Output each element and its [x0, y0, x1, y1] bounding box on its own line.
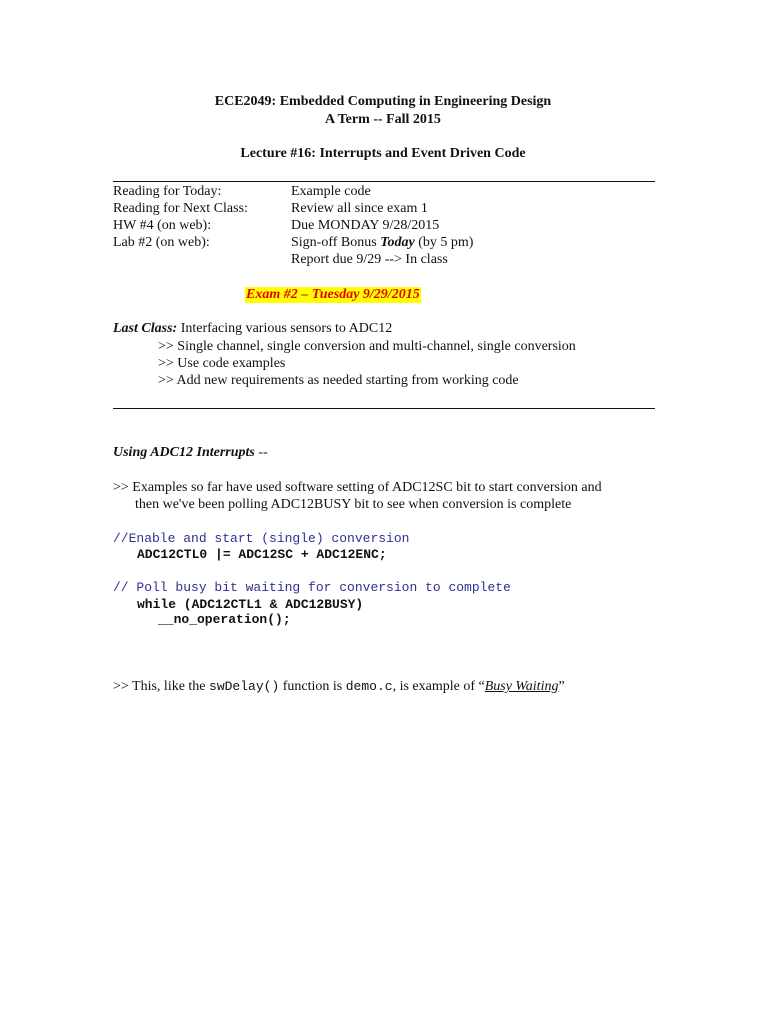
last-class-label: Last Class: — [113, 321, 178, 336]
code-comment: //Enable and start (single) conversion — [113, 531, 410, 546]
schedule-value: Review all since exam 1 — [291, 201, 428, 216]
schedule-value — [291, 235, 473, 251]
signoff-time: (by 5 pm) — [414, 235, 474, 250]
term-title: A Term -- Fall 2015 — [325, 112, 441, 127]
last-class-text: Interfacing various sensors to ADC12 — [177, 321, 393, 336]
schedule-label: Reading for Next Class: — [113, 201, 248, 216]
middle-divider — [113, 408, 655, 409]
section-heading-suffix: -- — [254, 445, 268, 460]
course-title: ECE2049: Embedded Computing in Engineering Design — [214, 94, 552, 109]
busy-post1: , is example of “ — [392, 679, 485, 694]
code-line: __no_operation(); — [158, 612, 291, 627]
busy-mid: function is — [279, 679, 346, 694]
last-class-bullet: >> Single channel, single conversion and multi-channel, single conversion — [158, 339, 576, 354]
busy-post2: ” — [558, 679, 565, 694]
section-heading-text: Using ADC12 Interrupts — [113, 445, 255, 460]
last-class-bullet: >> Use code examples — [158, 356, 286, 371]
today-emphasis: Today — [380, 235, 415, 250]
busy-pre: >> This, like the — [113, 679, 210, 694]
schedule-label: Reading for Today: — [113, 184, 222, 199]
busy-waiting-term: Busy Waiting — [484, 679, 559, 694]
file-name: demo.c — [345, 679, 393, 694]
section-heading — [113, 445, 268, 461]
busy-waiting-line — [113, 679, 565, 695]
lecture-title: Lecture #16: Interrupts and Event Driven Code — [240, 146, 526, 161]
code-line: ADC12CTL0 |= ADC12SC + ADC12ENC; — [137, 547, 387, 562]
schedule-value: Report due 9/29 --> In class — [291, 252, 448, 267]
top-divider — [113, 181, 655, 182]
schedule-value: Due MONDAY 9/28/2015 — [291, 218, 440, 233]
function-name: swDelay() — [209, 679, 280, 694]
code-line: while (ADC12CTL1 & ADC12BUSY) — [137, 597, 364, 612]
last-class-bullet: >> Add new requirements as needed starting from working code — [158, 373, 519, 388]
examples-paragraph-line2: then we've been polling ADC12BUSY bit to see when conversion is complete — [135, 497, 572, 512]
schedule-label: HW #4 (on web): — [113, 218, 212, 233]
exam-notice: Exam #2 – Tuesday 9/29/2015 — [246, 287, 420, 302]
last-class-line — [113, 321, 392, 337]
code-comment: // Poll busy bit waiting for conversion to complete — [113, 580, 511, 595]
schedule-label: Lab #2 (on web): — [113, 235, 210, 250]
schedule-value: Example code — [291, 184, 371, 199]
signoff-text: Sign-off Bonus — [291, 235, 381, 250]
examples-paragraph-line1: >> Examples so far have used software setting of ADC12SC bit to start conversion and — [113, 480, 602, 495]
